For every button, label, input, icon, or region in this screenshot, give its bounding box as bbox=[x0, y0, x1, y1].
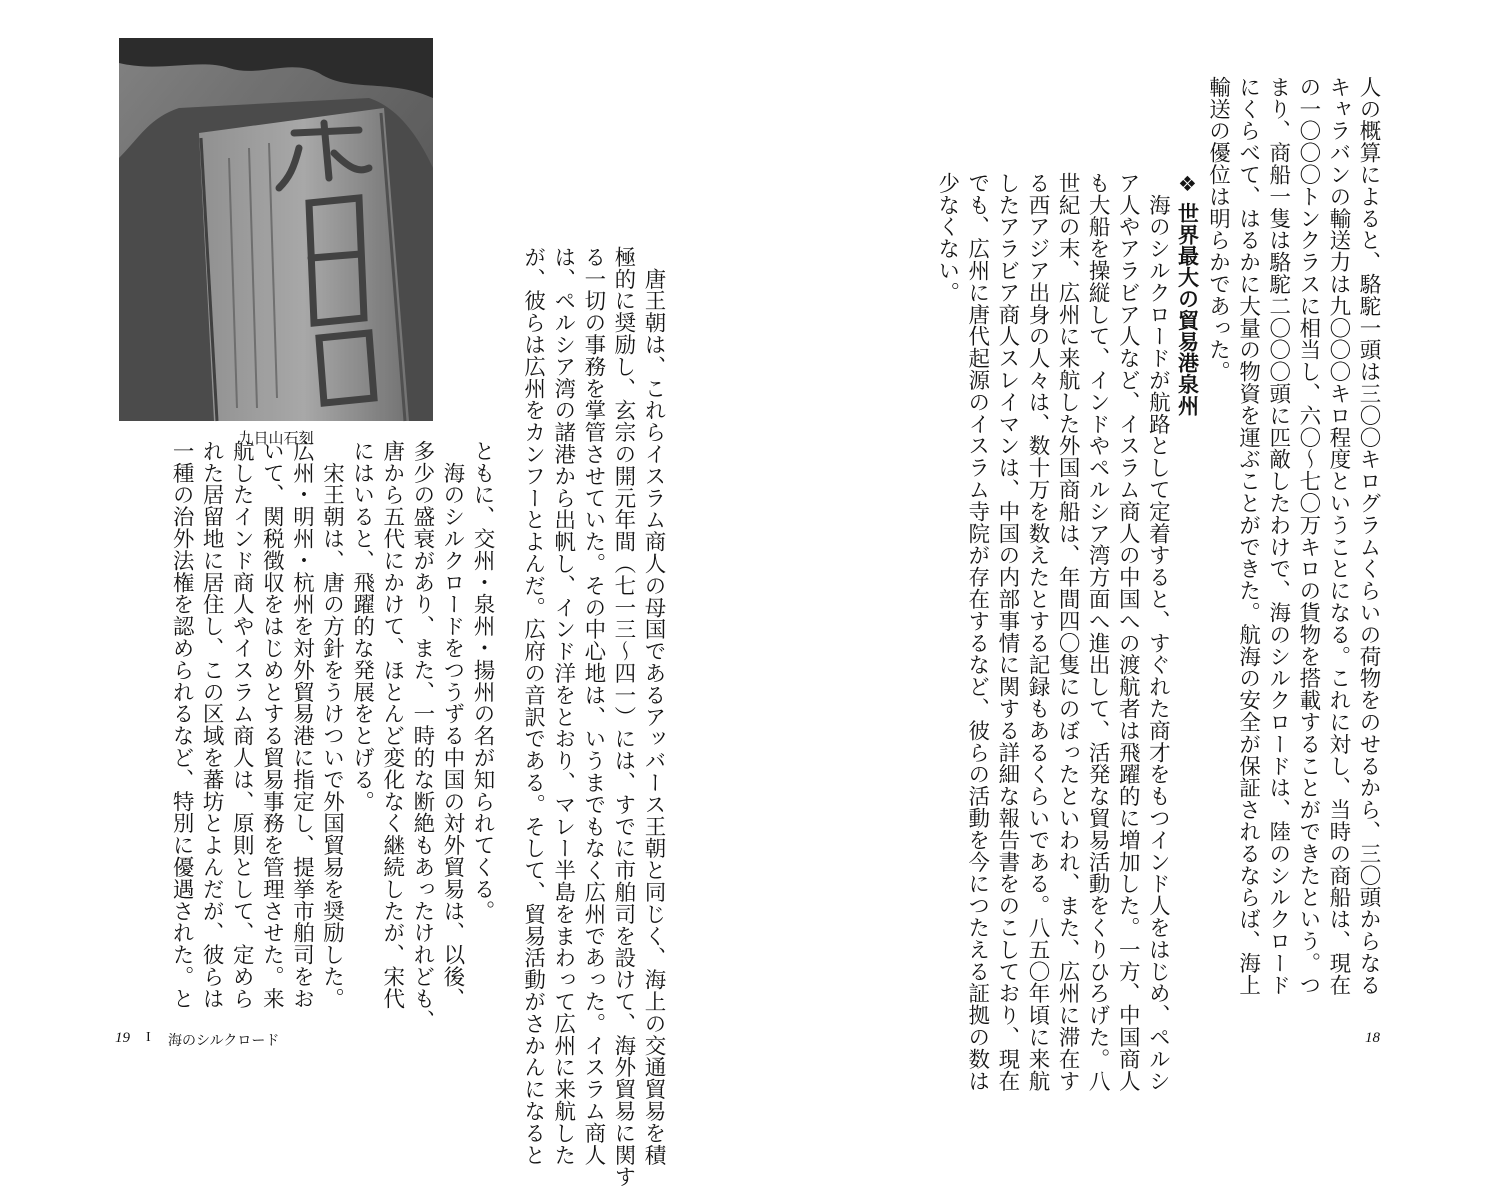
text-column: は、ペルシア湾の諸港から出帆し、インド洋をとおり、マレー半島をまわって広州に来航した bbox=[550, 246, 576, 1166]
text-column: 世紀の末、広州に来航した外国商船は、年間四〇隻にのぼったといわれ、また、広州に滞在す bbox=[1055, 172, 1081, 1092]
text-column: ともに、交州・泉州・揚州の名が知られてくる。 bbox=[470, 440, 495, 922]
text-column: 一種の治外法権を認められるなど、特別に優遇された。と bbox=[169, 440, 195, 1010]
text-column: でも、広州に唐代起源のイスラム寺院が存在するなど、彼らの活動を今につたえる証拠の数は bbox=[964, 172, 990, 1092]
text-column: まり、商船一隻は駱駝二〇〇〇頭に匹敵したわけで、海のシルクロードは、陸のシルクロード bbox=[1265, 76, 1291, 996]
text-column: が、彼らは広州をカンフーとよんだ。広府の音訳である。そして、貿易活動がさかんになると bbox=[520, 246, 546, 1166]
section-heading bbox=[1172, 76, 1202, 1020]
left-lower-text bbox=[161, 440, 497, 1032]
text-column: いて、関税徴収をはじめとする貿易事務を管理させた。来 bbox=[259, 440, 285, 1010]
text-column: 極的に奨励し、玄宗の開元年間（七一三〜四一）には、すでに市舶司を設けて、海外貿易に関す bbox=[610, 246, 636, 1188]
chapter-numeral: I bbox=[146, 1030, 151, 1045]
text-column: る一切の事務を掌管させていた。その中心地は、いうまでもなく広州であった。イスラム商人 bbox=[580, 246, 606, 1166]
text-column: 輸送の優位は明らかであった。 bbox=[1205, 76, 1231, 383]
text-column: る西アジア出身の人々は、数十万を数えたとする記録もあるくらいである。八五〇年頃に来航 bbox=[1024, 172, 1050, 1092]
text-column: 航したインド商人やイスラム商人は、原則として、定めら bbox=[229, 440, 255, 1010]
page-number: 18 bbox=[1365, 1030, 1380, 1046]
text-column: も大船を操縦して、インドやペルシア湾方面へ進出して、活発な貿易活動をくりひろげた。八 bbox=[1085, 172, 1111, 1092]
text-column: にはいると、飛躍的な発展をとげる。 bbox=[349, 440, 375, 813]
text-column: 少なくない。 bbox=[934, 172, 960, 304]
text-column: 唐から五代にかけて、ほとんど変化なく継続したが、宋代 bbox=[379, 440, 405, 1010]
right-page bbox=[750, 0, 1500, 1102]
text-column: 広州・明州・杭州を対外貿易港に指定し、提挙市舶司をお bbox=[289, 440, 315, 1010]
page-number: 19 bbox=[115, 1030, 130, 1046]
section-heading-text: 世界最大の貿易港泉州 bbox=[1175, 202, 1200, 417]
running-title: 海のシルクロード bbox=[168, 1034, 280, 1049]
diamond-ornament-icon: ❖ bbox=[1175, 172, 1200, 197]
text-column: ア人やアラビア人など、イスラム商人の中国への渡航者は飛躍的に増加した。一方、中国商人 bbox=[1115, 172, 1141, 1092]
text-column: れた居留地に居住し、この区域を蕃坊とよんだが、彼らは bbox=[199, 440, 225, 1010]
text-column: キャラバンの輸送力は九〇〇〇キロ程度ということになる。これに対し、当時の商船は、現在 bbox=[1325, 76, 1351, 996]
text-column: 多少の盛衰があり、また、一時的な断絶もあったけれども、 bbox=[409, 440, 435, 1032]
text-column: 海のシルクロードが航路として定着すると、すぐれた商才をもつインド人をはじめ、ペルシ bbox=[1145, 172, 1171, 1092]
text-column: の一〇〇〇トンクラスに相当し、六〇〜七〇万キロの貨物を搭載することができたという。つ bbox=[1295, 76, 1321, 996]
text-column: したアラビア商人スレイマンは、中国の内部事情に関する詳細な報告書をのこしており、現在 bbox=[994, 172, 1020, 1092]
text-column: 海のシルクロードをつうずる中国の対外貿易は、以後、 bbox=[439, 440, 465, 1010]
text-column: 唐王朝は、これらイスラム商人の母国であるアッバース王朝と同じく、海上の交通貿易を積 bbox=[641, 246, 666, 1166]
photo-caption: 九日山石刻 bbox=[238, 429, 314, 447]
text-column: にくらべて、はるかに大量の物資を運ぶことができた。航海の安全が保証されるならば、海上 bbox=[1235, 76, 1261, 996]
text-column: 宋王朝は、唐の方針をうけついで外国貿易を奨励した。 bbox=[319, 440, 345, 1010]
text-column: 人の概算によると、駱駝一頭は三〇〇キログラムくらいの荷物をのせるから、三〇頭からなる bbox=[1356, 76, 1381, 996]
